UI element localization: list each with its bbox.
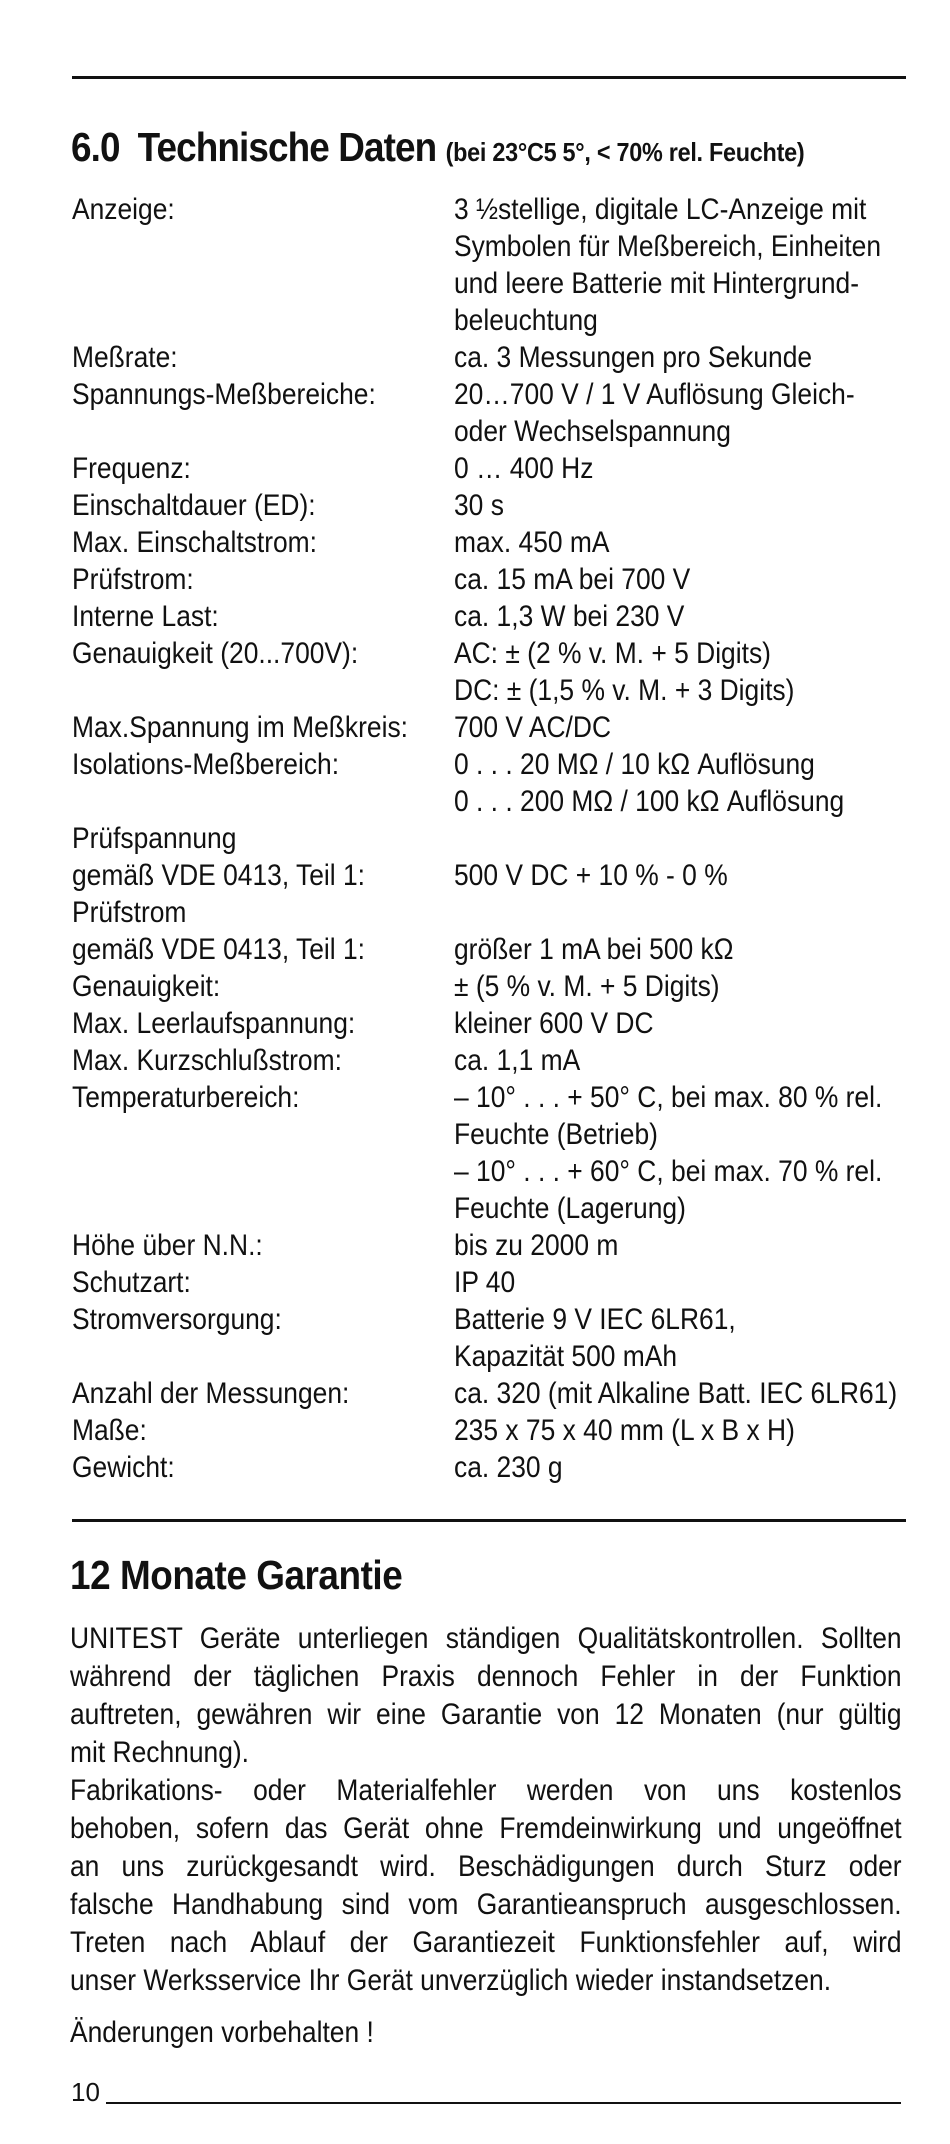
spec-label — [72, 1079, 454, 1227]
top-divider — [72, 76, 906, 79]
spec-value-line: 20…700 V / 1 V Auflösung Gleich- — [453, 378, 855, 411]
spec-row — [72, 191, 950, 339]
spec-label — [72, 561, 454, 598]
spec-value-line: oder Wechselspannung — [453, 415, 731, 448]
spec-value — [454, 487, 950, 524]
spec-row — [72, 598, 950, 635]
spec-label-line: Meßrate: — [72, 341, 178, 374]
warranty-heading: 12 Monate Garantie — [70, 1552, 403, 1598]
spec-value — [454, 1412, 950, 1449]
spec-row — [72, 376, 950, 450]
spec-value — [454, 635, 950, 709]
spec-label-line: gemäß VDE 0413, Teil 1: — [72, 859, 366, 892]
spec-value-line: ca. 320 (mit Alkaline Batt. IEC 6LR61) — [453, 1377, 897, 1410]
text-line: an uns zurückgesandt wird. Beschädigungen durch Sturz oder — [70, 1850, 902, 1883]
spec-value-line: Feuchte (Betrieb) — [453, 1118, 658, 1151]
spec-value — [454, 339, 950, 376]
spec-value-line: und leere Batterie mit Hintergrund- — [453, 267, 859, 300]
spec-label-line: Isolations-Meßbereich: — [72, 748, 340, 781]
spec-row — [72, 487, 950, 524]
spec-label-line: Frequenz: — [72, 452, 191, 485]
spec-value-line: ca. 3 Messungen pro Sekunde — [453, 341, 812, 374]
spec-label-line: Gewicht: — [72, 1451, 175, 1484]
spec-label — [72, 1264, 454, 1301]
spec-value — [454, 1079, 950, 1227]
spec-label-line: Max. Einschaltstrom: — [72, 526, 318, 559]
spec-label — [72, 524, 454, 561]
spec-label — [72, 1449, 454, 1486]
warranty-text — [70, 1620, 910, 2000]
spec-value-line: 0 … 400 Hz — [453, 452, 594, 485]
spec-label — [72, 709, 454, 746]
spec-label — [72, 598, 454, 635]
spec-value-line: größer 1 mA bei 500 kΩ — [453, 933, 734, 966]
spec-label-line: Max.Spannung im Meßkreis: — [72, 711, 408, 744]
spec-value-line: ca. 15 mA bei 700 V — [453, 563, 691, 596]
text-line: Treten nach Ablauf der Garantiezeit Funktionsfehler auf, wird — [70, 1926, 902, 1959]
spec-label — [72, 1412, 454, 1449]
spec-value — [454, 1005, 950, 1042]
spec-value-line: – 10° . . . + 60° C, bei max. 70 % rel. — [453, 1155, 883, 1188]
spec-label — [72, 820, 454, 894]
spec-value-line: max. 450 mA — [453, 526, 610, 559]
spec-value-line: kleiner 600 V DC — [453, 1007, 654, 1040]
spec-label-line: Prüfstrom — [72, 896, 187, 929]
spec-value-line: Feuchte (Lagerung) — [453, 1192, 686, 1225]
spec-value — [454, 561, 950, 598]
spec-label-line: gemäß VDE 0413, Teil 1: — [72, 933, 366, 966]
spec-row — [72, 820, 950, 894]
spec-value-line: Batterie 9 V IEC 6LR61, — [453, 1303, 736, 1336]
spec-row — [72, 968, 950, 1005]
text-line: auftreten, gewähren wir eine Garantie von 12 Monaten (nur gültig — [70, 1698, 902, 1731]
spec-label — [72, 1375, 454, 1412]
spec-label-line: Höhe über N.N.: — [72, 1229, 263, 1262]
spec-label-line: Interne Last: — [72, 600, 219, 633]
spec-value-line: – 10° . . . + 50° C, bei max. 80 % rel. — [453, 1081, 883, 1114]
spec-value — [454, 1449, 950, 1486]
text-line: mit Rechnung). — [70, 1736, 250, 1769]
spec-value-line: 30 s — [453, 489, 504, 522]
spec-label-line: Temperaturbereich: — [72, 1081, 300, 1114]
spec-row — [72, 709, 950, 746]
spec-row — [72, 1042, 950, 1079]
spec-label — [72, 1042, 454, 1079]
spec-label-line: Max. Leerlaufspannung: — [72, 1007, 356, 1040]
spec-row — [72, 450, 950, 487]
spec-row — [72, 1412, 950, 1449]
spec-label — [72, 450, 454, 487]
spec-value — [454, 968, 950, 1005]
spec-value — [454, 1301, 950, 1375]
spec-value-line: 700 V AC/DC — [453, 711, 611, 744]
spec-label — [72, 376, 454, 450]
page-number: 10 — [71, 2077, 100, 2107]
section-number: 6.0 — [71, 124, 120, 170]
spec-value-line: 235 x 75 x 40 mm (L x B x H) — [453, 1414, 795, 1447]
spec-value — [454, 1227, 950, 1264]
spec-value-line: AC: ± (2 % v. M. + 5 Digits) — [453, 637, 771, 670]
spec-label-line: Anzahl der Messungen: — [72, 1377, 350, 1410]
spec-label-line: Genauigkeit: — [72, 970, 221, 1003]
spec-label-line: Schutzart: — [72, 1266, 191, 1299]
spec-label-line: Stromversorgung: — [72, 1303, 282, 1336]
spec-label — [72, 968, 454, 1005]
spec-value — [454, 746, 950, 820]
spec-label — [72, 746, 454, 820]
spec-value-line: 0 . . . 20 MΩ / 10 kΩ Auflösung — [453, 748, 815, 781]
spec-value-line: Kapazität 500 mAh — [453, 1340, 677, 1373]
spec-row — [72, 1227, 950, 1264]
spec-value-line: Symbolen für Meßbereich, Einheiten — [453, 230, 881, 263]
text-line: falsche Handhabung sind vom Garantieanspruch ausgeschlossen. — [70, 1888, 902, 1921]
spec-value-line: ca. 1,1 mA — [453, 1044, 581, 1077]
spec-row — [72, 561, 950, 598]
spec-value-line: 0 . . . 200 MΩ / 100 kΩ Auflösung — [453, 785, 845, 818]
spec-label — [72, 1005, 454, 1042]
spec-value — [454, 524, 950, 561]
spec-row — [72, 1375, 950, 1412]
spec-value — [454, 191, 950, 339]
spec-value-line: bis zu 2000 m — [453, 1229, 619, 1262]
spec-row — [72, 1079, 950, 1227]
spec-value-line: 500 V DC + 10 % - 0 % — [453, 859, 728, 892]
spec-label — [72, 635, 454, 709]
spec-label-line: Prüfstrom: — [72, 563, 194, 596]
spec-value — [454, 820, 950, 894]
section-heading — [71, 124, 804, 171]
footer-divider — [106, 2102, 901, 2104]
section-divider — [72, 1519, 906, 1522]
spec-label-line: Maße: — [72, 1414, 147, 1447]
spec-label — [72, 1227, 454, 1264]
spec-label — [72, 487, 454, 524]
spec-row — [72, 635, 950, 709]
spec-row — [72, 894, 950, 968]
spec-label-line: Einschaltdauer (ED): — [72, 489, 316, 522]
spec-value-line: ca. 230 g — [453, 1451, 563, 1484]
spec-value-line: DC: ± (1,5 % v. M. + 3 Digits) — [453, 674, 795, 707]
spec-value-line: ± (5 % v. M. + 5 Digits) — [453, 970, 720, 1003]
spec-value — [454, 1042, 950, 1079]
spec-value-line: 3 ½stellige, digitale LC-Anzeige mit — [453, 193, 867, 226]
text-line: behoben, sofern das Gerät ohne Fremdeinwirkung und ungeöffnet — [70, 1812, 902, 1845]
spec-row — [72, 1264, 950, 1301]
technical-data-table — [72, 191, 950, 1486]
spec-label-line: Max. Kurzschlußstrom: — [72, 1044, 342, 1077]
spec-label — [72, 191, 454, 339]
spec-value-line: IP 40 — [453, 1266, 515, 1299]
text-line: unser Werksservice Ihr Gerät unverzüglich wieder instandsetzen. — [70, 1964, 832, 1997]
warranty-paragraph-1 — [70, 1620, 910, 1772]
spec-label — [72, 339, 454, 376]
spec-value — [454, 709, 950, 746]
spec-row — [72, 524, 950, 561]
spec-value — [454, 894, 950, 968]
text-line: UNITEST Geräte unterliegen ständigen Qualitätskontrollen. Sollten — [70, 1622, 902, 1655]
spec-value — [454, 376, 950, 450]
spec-row — [72, 1449, 950, 1486]
spec-value — [454, 1264, 950, 1301]
spec-label-line: Genauigkeit (20...700V): — [72, 637, 359, 670]
spec-value — [454, 598, 950, 635]
spec-label — [72, 894, 454, 968]
spec-label-line: Spannungs-Meßbereiche: — [72, 378, 376, 411]
warranty-paragraph-2 — [70, 1772, 910, 2000]
spec-label-line: Prüfspannung — [72, 822, 237, 855]
spec-row — [72, 339, 950, 376]
spec-value-line — [454, 820, 897, 857]
spec-value-line: beleuchtung — [453, 304, 598, 337]
changes-reserved-note: Änderungen vorbehalten ! — [70, 2016, 374, 2049]
spec-row — [72, 1005, 950, 1042]
spec-value-line — [454, 894, 897, 931]
spec-value — [454, 450, 950, 487]
text-line: während der täglichen Praxis dennoch Fehler in der Funktion — [70, 1660, 902, 1693]
section-title: Technische Daten — [137, 124, 437, 170]
measurement-conditions: (bei 23°C5 5°, < 70% rel. Feuchte) — [445, 137, 805, 167]
spec-row — [72, 1301, 950, 1375]
spec-label — [72, 1301, 454, 1375]
text-line: Fabrikations- oder Materialfehler werden von uns kostenlos — [70, 1774, 902, 1807]
spec-label-line: Anzeige: — [72, 193, 175, 226]
spec-row — [72, 746, 950, 820]
spec-value — [454, 1375, 950, 1412]
spec-value-line: ca. 1,3 W bei 230 V — [453, 600, 685, 633]
